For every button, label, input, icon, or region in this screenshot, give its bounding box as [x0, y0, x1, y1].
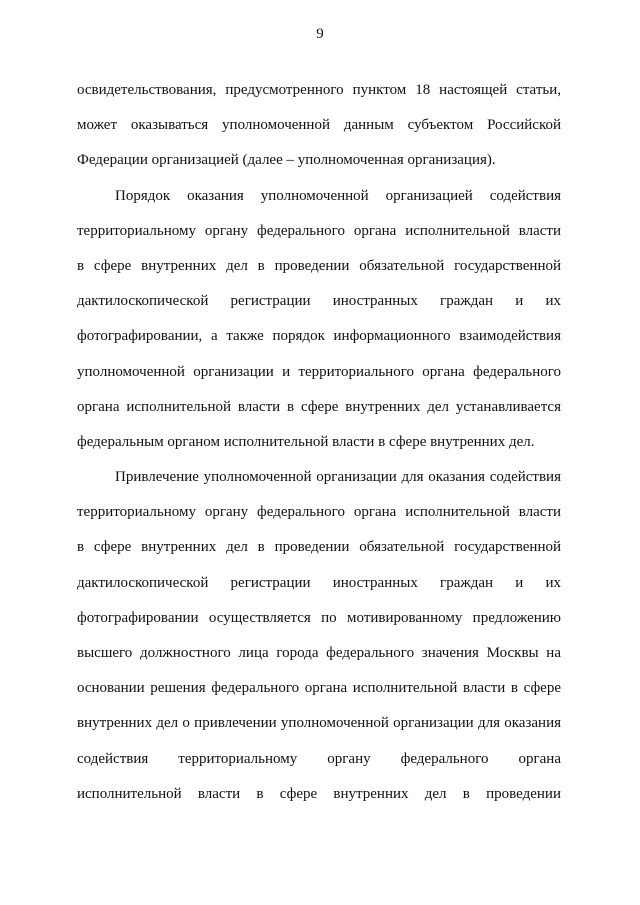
paragraph-1 — [77, 73, 561, 179]
text-line: содействия территориальному органу федерального органа — [77, 750, 561, 767]
text-line: в сфере внутренних дел в проведении обязательной государственной — [77, 257, 561, 274]
text-line: Привлечение уполномоченной организации для оказания содействия — [115, 469, 561, 486]
text-line: исполнительной власти в сфере внутренних дел в проведении — [77, 785, 561, 802]
text-line: федеральным органом исполнительной власти в сфере внутренних дел. — [77, 433, 535, 450]
document-body — [77, 73, 561, 812]
text-line: дактилоскопической регистрации иностранных граждан и их — [77, 293, 561, 310]
text-line: в сфере внутренних дел в проведении обязательной государственной — [77, 539, 561, 556]
text-line: основании решения федерального органа исполнительной власти в сфере — [77, 680, 561, 697]
text-line: фотографировании, а также порядок информационного взаимодействия — [77, 328, 561, 345]
text-line: органа исполнительной власти в сфере внутренних дел устанавливается — [77, 398, 561, 415]
text-line: Порядок оказания уполномоченной организацией содействия — [115, 187, 561, 204]
text-line: территориальному органу федерального органа исполнительной власти — [77, 222, 561, 239]
text-line: Федерации организацией (далее – уполномоченная организация). — [77, 152, 496, 169]
text-line: фотографировании осуществляется по мотивированному предложению — [77, 609, 561, 626]
page-number: 9 — [316, 26, 324, 42]
paragraph-3 — [77, 460, 561, 812]
text-line: территориальному органу федерального органа исполнительной власти — [77, 504, 561, 521]
text-line: высшего должностного лица города федерального значения Москвы на — [77, 645, 561, 661]
text-line: уполномоченной организации и территориального органа федерального — [77, 363, 561, 380]
text-line: может оказываться уполномоченной данным субъектом Российской — [77, 117, 561, 134]
text-line: дактилоскопической регистрации иностранных граждан и их — [77, 574, 561, 591]
paragraph-2 — [77, 179, 561, 461]
text-line: освидетельствования, предусмотренного пунктом 18 настоящей статьи, — [77, 82, 561, 98]
text-line: внутренних дел о привлечении уполномоченной организации для оказания — [77, 715, 561, 732]
